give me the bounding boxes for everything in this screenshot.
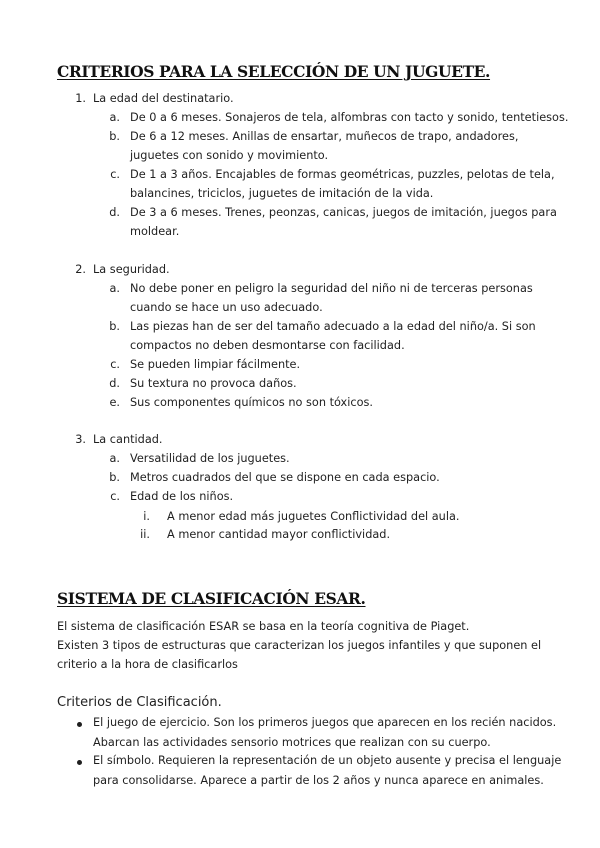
subsublist-item-text: A menor edad más juguetes Conflictividad del aula. [167, 510, 460, 523]
sublist-item-text: Versatilidad de los juguetes. [130, 452, 290, 465]
sublist-item-text: De 6 a 12 meses. Anillas de ensartar, muñecos de trapo, andadores, [130, 130, 519, 143]
sublist-item-text: Metros cuadrados del que se dispone en cada espacio. [130, 471, 440, 484]
sublist-item-text: De 3 a 6 meses. Trenes, peonzas, canicas, juegos de imitación, juegos para [130, 206, 557, 219]
sublist-item-text: Se pueden limpiar fácilmente. [130, 358, 301, 371]
sublist-marker: b. [109, 130, 120, 143]
sublist-item-text: moldear. [130, 225, 180, 238]
list-marker: 2. [75, 263, 86, 276]
sublist-marker: b. [109, 320, 120, 333]
subsublist-marker: i. [143, 510, 150, 523]
sublist-marker: c. [110, 358, 120, 371]
list-item-label: La cantidad. [93, 433, 163, 446]
sublist-marker: a. [109, 282, 120, 295]
sublist-marker: d. [109, 377, 120, 390]
sublist-marker: e. [109, 396, 120, 409]
bullet-item-text: Abarcan las actividades sensorio motrices que realizan con su cuerpo. [93, 736, 491, 749]
sublist-marker: a. [109, 452, 120, 465]
subsublist-marker: ii. [140, 528, 150, 541]
criteria-subheading: Criterios de Clasificación. [57, 695, 222, 710]
list-item-label: La seguridad. [93, 263, 170, 276]
sublist-item-text: Edad de los niños. [130, 490, 234, 503]
intro-paragraph-line: criterio a la hora de clasificarlos [57, 658, 238, 671]
sublist-item-text: Su textura no provoca daños. [130, 377, 297, 390]
bullet-dot [77, 722, 82, 727]
list-marker: 1. [75, 92, 86, 105]
sublist-item-text: De 0 a 6 meses. Sonajeros de tela, alfombras con tacto y sonido, tentetiesos. [130, 111, 569, 124]
bullet-item-text: para consolidarse. Aparece a partir de los 2 años y nunca aparece en animales. [93, 774, 544, 787]
sublist-marker: a. [109, 111, 120, 124]
sublist-item-text: compactos no deben desmontarse con facilidad. [130, 339, 405, 352]
section-title-criterios: CRITERIOS PARA LA SELECCIÓN DE UN JUGUETE. [57, 62, 491, 81]
intro-paragraph-line: El sistema de clasificación ESAR se basa en la teoría cognitiva de Piaget. [57, 620, 470, 633]
sublist-item-text: cuando se hace un uso adecuado. [130, 301, 323, 314]
sublist-item-text: juguetes con sonido y movimiento. [130, 149, 329, 162]
list-marker: 3. [75, 433, 86, 446]
bullet-item-text: El símbolo. Requieren la representación de un objeto ausente y precisa el lenguaje [93, 754, 562, 767]
sublist-item-text: balancines, triciclos, juguetes de imitación de la vida. [130, 187, 434, 200]
bullet-dot [77, 760, 82, 765]
intro-paragraph-line: Existen 3 tipos de estructuras que caracterizan los juegos infantiles y que suponen el [57, 639, 542, 652]
list-item-label: La edad del destinatario. [93, 92, 234, 105]
sublist-item-text: Las piezas han de ser del tamaño adecuado a la edad del niño/a. Si son [130, 320, 536, 333]
section-title-esar: SISTEMA DE CLASIFICACIÓN ESAR. [57, 589, 366, 608]
sublist-item-text: No debe poner en peligro la seguridad del niño ni de terceras personas [130, 282, 533, 295]
sublist-marker: d. [109, 206, 120, 219]
subsublist-item-text: A menor cantidad mayor conflictividad. [167, 528, 391, 541]
sublist-marker: c. [110, 168, 120, 181]
sublist-item-text: Sus componentes químicos no son tóxicos. [130, 396, 373, 409]
bullet-item-text: El juego de ejercicio. Son los primeros juegos que aparecen en los recién nacidos. [93, 716, 557, 729]
sublist-item-text: De 1 a 3 años. Encajables de formas geométricas, puzzles, pelotas de tela, [130, 168, 555, 181]
sublist-marker: c. [110, 490, 120, 503]
sublist-marker: b. [109, 471, 120, 484]
